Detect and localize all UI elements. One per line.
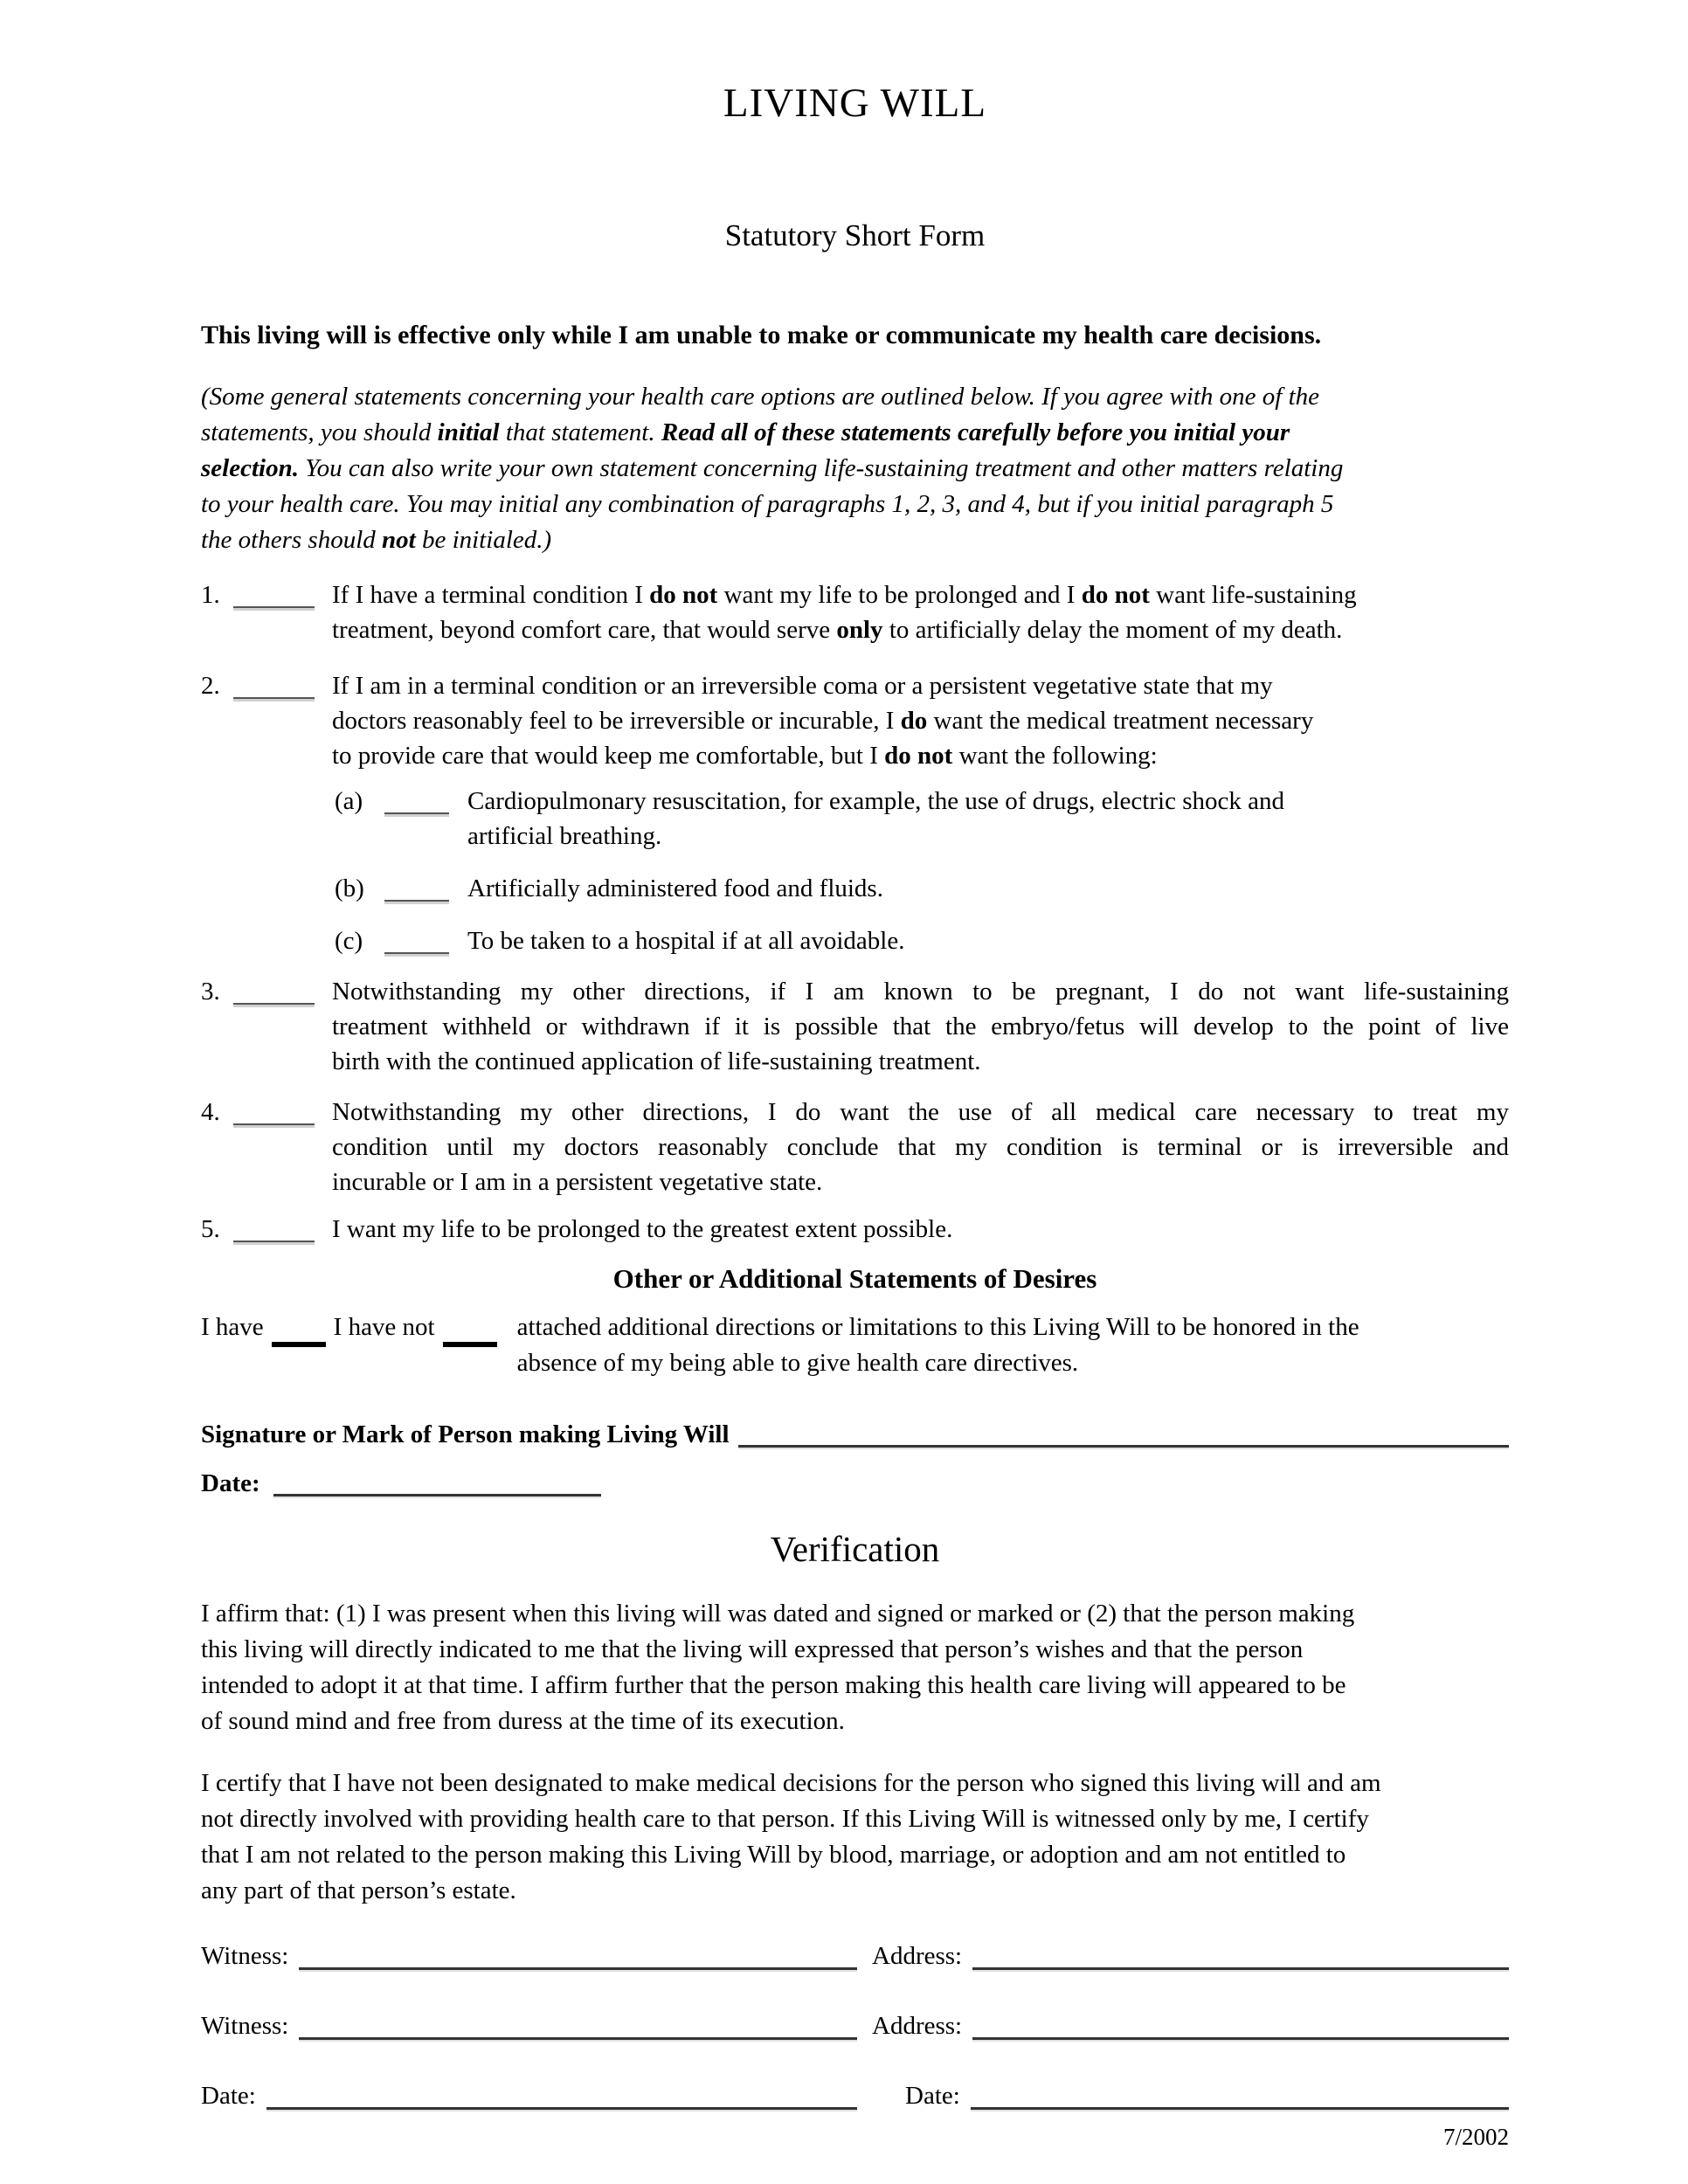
- text-line: Cardiopulmonary resuscitation, for example, the use of drugs, electric shock and: [467, 787, 1284, 815]
- witness-row-2: [201, 2007, 1509, 2045]
- text-line: [201, 415, 1509, 451]
- text-line: that I am not related to the person making this Living Will by blood, marriage, or adoption and am not entitled to: [201, 1841, 1346, 1869]
- subitem-b-label: (b): [335, 874, 364, 902]
- text-segment: If I have a terminal condition I: [332, 581, 650, 609]
- attached-directions-text: [517, 1310, 1509, 1381]
- witness-date-2-line[interactable]: [971, 2077, 1509, 2110]
- i-have-label: I have: [201, 1313, 264, 1341]
- witness-date-1-label: Date:: [201, 2082, 256, 2110]
- text-line: attached additional directions or limitations to this Living Will to be honored in the: [516, 1313, 1359, 1341]
- text-line: condition until my doctors reasonably conclude that my condition is terminal or is irreversible and: [332, 1133, 1509, 1161]
- text-segment: that statement.: [499, 418, 661, 446]
- text-line: [201, 522, 1509, 558]
- text-line: to your health care. You may initial any combination of paragraphs 1, 2, 3, and 4, but if you initial paragraph 5: [201, 490, 1334, 518]
- verification-heading: Verification: [770, 1529, 940, 1569]
- statement-item-1: [201, 577, 1509, 647]
- statement-subitem-b: [335, 871, 1509, 906]
- text-line: not directly involved with providing health care to that person. If this Living Will is witnessed only by me, I certify: [201, 1805, 1369, 1833]
- signature-row: [201, 1416, 1509, 1453]
- subitem-c-text: [467, 923, 1509, 958]
- text-segment: want the medical treatment necessary: [927, 707, 1314, 735]
- text-line: [332, 577, 1509, 612]
- statement-subitem-c: [335, 923, 1509, 958]
- effective-statement: This living will is effective only while I am unable to make or communicate my health care decisions.: [201, 321, 1322, 349]
- form-version: 7/2002: [1442, 2124, 1509, 2150]
- attached-directions-row: [201, 1310, 1509, 1381]
- item-2-text: [332, 668, 1509, 773]
- witness-date-1-line[interactable]: [266, 2077, 857, 2110]
- text-segment: do not: [884, 742, 953, 770]
- text-line: [201, 451, 1509, 487]
- statement-item-2: [201, 668, 1509, 773]
- witness-row-1: [201, 1937, 1509, 1975]
- subitem-b-initial-blank[interactable]: [384, 871, 449, 902]
- witness-dates-row: [201, 2077, 1509, 2115]
- item-1-text: [332, 577, 1509, 647]
- witness-2-line[interactable]: [299, 2007, 857, 2040]
- text-segment: doctors reasonably feel to be irreversible or incurable, I: [332, 707, 901, 735]
- text-line: [332, 703, 1509, 738]
- text-segment: to provide care that would keep me comfortable, but I: [332, 742, 885, 770]
- subitem-a-text: [467, 784, 1509, 854]
- text-segment: You can also write your own statement concerning life-sustaining treatment and other matters relating: [298, 454, 1344, 482]
- i-have-not-label: I have not: [333, 1313, 435, 1341]
- text-line: If I am in a terminal condition or an irreversible coma or a persistent vegetative state that my: [332, 672, 1273, 700]
- text-segment: not: [382, 526, 416, 554]
- text-segment: want my life to be prolonged and I: [717, 581, 1082, 609]
- document-title: LIVING WILL: [723, 80, 987, 126]
- item-2-number: 2.: [201, 672, 220, 700]
- text-line: [332, 738, 1509, 773]
- text-segment: be initialed.): [415, 526, 552, 554]
- item-4-number: 4.: [201, 1098, 220, 1126]
- text-segment: selection.: [201, 454, 299, 482]
- item-3-number: 3.: [201, 978, 220, 1006]
- text-line: intended to adopt it at that time. I affirm further that the person making this health care living will appeared to be: [201, 1671, 1346, 1699]
- text-segment: want life-sustaining: [1149, 581, 1357, 609]
- subitem-a-label: (a): [335, 787, 363, 815]
- item-3-initial-blank[interactable]: [233, 974, 315, 1005]
- address-2-label: Address:: [872, 2012, 963, 2040]
- maker-date-label: Date:: [201, 1469, 260, 1497]
- signature-label: Signature or Mark of Person making Living Will: [201, 1420, 730, 1448]
- statement-item-4: [201, 1095, 1509, 1199]
- text-line: artificial breathing.: [467, 822, 662, 850]
- text-line: absence of my being able to give health care directives.: [516, 1349, 1079, 1377]
- text-segment: Read all of these statements carefully before you initial your: [661, 418, 1290, 446]
- text-line: Notwithstanding my other directions, if I am known to be pregnant, I do not want life-sustaining: [332, 978, 1509, 1006]
- witness-2-label: Witness:: [201, 2012, 289, 2040]
- witness-1-col: [201, 1937, 872, 1975]
- text-line: of sound mind and free from duress at the time of its execution.: [201, 1707, 845, 1735]
- subitem-b-text: [467, 871, 1509, 906]
- item-4-text: [332, 1095, 1509, 1199]
- text-segment: statements, you should: [201, 418, 438, 446]
- maker-date-line[interactable]: [273, 1465, 601, 1496]
- document-subtitle: Statutory Short Form: [724, 218, 986, 252]
- verification-certify-paragraph: [201, 1766, 1509, 1909]
- i-have-blank[interactable]: [272, 1310, 326, 1347]
- witness-2-col: [201, 2007, 872, 2045]
- address-1-label: Address:: [872, 1942, 963, 1970]
- witness-1-label: Witness:: [201, 1942, 289, 1970]
- text-segment: treatment, beyond comfort care, that would serve: [332, 616, 837, 644]
- other-statements-heading: Other or Additional Statements of Desires: [612, 1263, 1097, 1294]
- witness-date-2-label: Date:: [905, 2082, 960, 2110]
- text-line: (Some general statements concerning your health care options are outlined below. If you agree with one of the: [201, 383, 1320, 411]
- text-line: incurable or I am in a persistent vegetative state.: [332, 1168, 823, 1196]
- text-line: birth with the continued application of life-sustaining treatment.: [332, 1047, 981, 1075]
- item-5-text: [332, 1212, 1509, 1247]
- text-segment: do: [900, 707, 928, 735]
- verification-affirm-paragraph: [201, 1596, 1509, 1739]
- text-segment: do not: [1081, 581, 1150, 609]
- address-2-line[interactable]: [972, 2007, 1509, 2040]
- text-line: this living will directly indicated to me that the living will expressed that person’s wishes and that the person: [201, 1635, 1304, 1663]
- item-4-initial-blank[interactable]: [233, 1095, 315, 1125]
- item-2-initial-blank[interactable]: [233, 668, 315, 699]
- text-line: I want my life to be prolonged to the greatest extent possible.: [332, 1215, 953, 1243]
- statement-subitem-a: [335, 784, 1509, 854]
- item-1-initial-blank[interactable]: [233, 577, 315, 608]
- text-segment: do not: [649, 581, 718, 609]
- text-line: Notwithstanding my other directions, I do want the use of all medical care necessary to treat my: [332, 1098, 1509, 1126]
- text-line: I certify that I have not been designated to make medical decisions for the person who signed this living will and am: [201, 1769, 1381, 1797]
- text-line: Artificially administered food and fluids.: [467, 874, 883, 902]
- witness-date-1-col: [201, 2077, 872, 2115]
- text-line: I affirm that: (1) I was present when this living will was dated and signed or marked or (2) that the person making: [201, 1600, 1355, 1628]
- witness-1-line[interactable]: [299, 1937, 857, 1970]
- signature-line[interactable]: [738, 1416, 1510, 1448]
- text-line: [332, 612, 1509, 647]
- address-1-line[interactable]: [972, 1937, 1509, 1970]
- text-segment: want the following:: [952, 742, 1158, 770]
- i-have-not-blank[interactable]: [443, 1310, 497, 1347]
- statement-item-3: [201, 974, 1509, 1079]
- text-segment: initial: [437, 418, 500, 446]
- witness-date-2-col: [872, 2077, 1509, 2115]
- item-3-text: [332, 974, 1509, 1079]
- intro-note: [201, 379, 1509, 558]
- subitem-c-initial-blank[interactable]: [384, 923, 449, 954]
- text-segment: the others should: [201, 526, 383, 554]
- subitem-c-label: (c): [335, 927, 363, 955]
- address-1-col: [872, 1937, 1509, 1975]
- subitem-a-initial-blank[interactable]: [384, 784, 449, 814]
- text-line: any part of that person’s estate.: [201, 1876, 516, 1904]
- address-2-col: [872, 2007, 1509, 2045]
- item-5-initial-blank[interactable]: [233, 1212, 315, 1242]
- text-line: To be taken to a hospital if at all avoidable.: [467, 927, 905, 955]
- text-line: treatment withheld or withdrawn if it is possible that the embryo/fetus will develop to the point of live: [332, 1013, 1509, 1040]
- maker-date-row: [201, 1465, 1509, 1502]
- statement-item-5: [201, 1212, 1509, 1247]
- text-segment: only: [836, 616, 883, 644]
- text-segment: to artificially delay the moment of my death.: [882, 616, 1343, 644]
- item-5-number: 5.: [201, 1215, 220, 1243]
- item-1-number: 1.: [201, 581, 220, 609]
